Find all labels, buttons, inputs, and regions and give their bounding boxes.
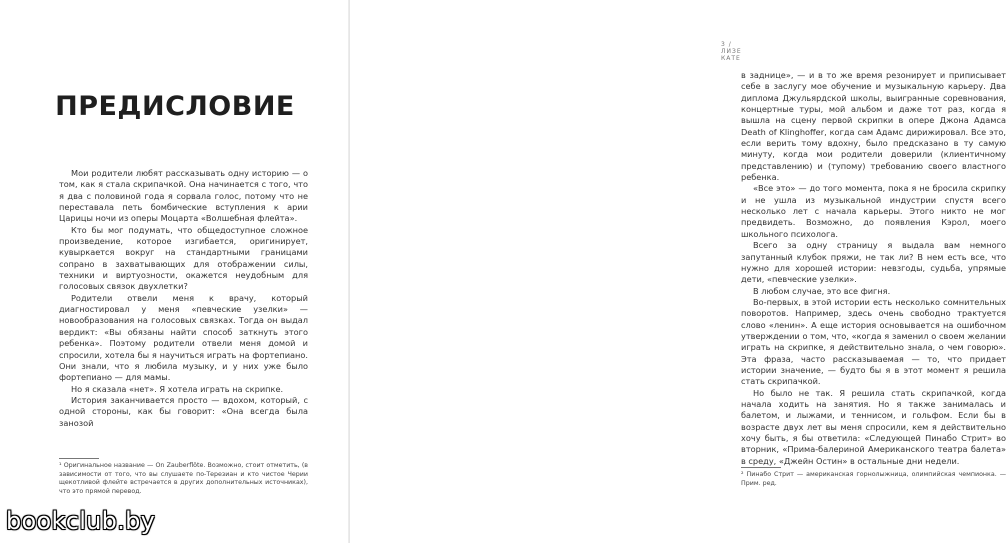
right-body-text — [741, 70, 1006, 467]
running-head: 3 / ЛИЗЕ КАТЕ — [721, 41, 742, 62]
paragraph: «Все это» — до того момента, пока я не бросила скрипку и не ушла из музыкальной индустрии спустя всего несколько лет с начала карьеры. Этого никто не мог предвидеть. Возможно, до появления Кэрол, моего школьного психолога. — [741, 183, 1006, 239]
paragraph: Но я сказала «нет». Я хотела играть на скрипке. — [71, 383, 284, 394]
paragraph: Кто бы мог подумать, что общедоступное сложное произведение, которое изгибается, оригинирует, кувыркается вокруг на стандартными границами сопрано в захватывающих для отображении силы, техники и виртуозности, окажется неудобным для голосовых связок двухлетки? — [59, 224, 308, 292]
paragraph: История заканчивается просто — вдохом, который, с одной стороны, как бы говорит: «Она всегда была занозой — [59, 394, 308, 428]
paragraph: в заднице», — и в то же время резонирует и приписывает себе в заслугу мое обучение и музыкальную карьеру. Два диплома Джульярдской школы, выигранные соревнования, концертные туры, мой альбом и даже тот раз, когда я вышла на сцену первой скрипки в опере Джона Адамса Death of Klinghoffer, когда сам Адамс дирижировал. Все это, если верить тому вдохну, было предсказано в ту самую минуту, когда мои родители доверили (клиентичному представлению) и (тупому) требованию своего властного ребенка. — [741, 70, 1006, 183]
footnote: ² Пинабо Стрит — американская горнолыжница, олимпийская чемпионка. — Прим. ред. — [741, 471, 1006, 487]
paragraph: Во-первых, в этой истории есть несколько сомнительных поворотов. Например, здесь очень свободно трактуется слово «ленин». А еще история основывается на ошибочном утверждении о том, что, «когда я заменил о своем желании играть на скрипке, я действительно знала, о чем говорю». Эта фраза, часто рассказываемая — то, что придает истории значение, — будто бы я в этот момент я решила стать скрипачкой. — [741, 296, 1006, 387]
right-page — [350, 0, 1006, 543]
left-body-text — [59, 168, 308, 429]
chapter-title: ПРЕДИСЛОВИЕ — [55, 91, 295, 122]
footnote-divider — [741, 467, 781, 468]
left-page — [0, 0, 350, 543]
footnote-divider — [59, 458, 99, 459]
paragraph: Мои родители любят рассказывать одну историю — о том, как я стала скрипачкой. Она начинается с того, что я два с половиной года я сорвала голос, потому что не переставала петь бомбические вступления к арии Царицы ночи из оперы Моцарта «Волшебная флейта». — [59, 168, 308, 224]
paragraph: Но было не так. Я решила стать скрипачкой, когда начала ходить на занятия. Но я также занималась и балетом, и лыжами, и теннисом, и гольфом. Если бы в возрасте двух лет вы меня спросили, кем я действительно хочу быть, я бы ответила: «Следующей Пинабо Стрит» во вторник, «Прима-балериной Американского театра балета» в среду, «Джейн Остин» в остальные дни недели. — [741, 387, 1006, 466]
paragraph: Родители отвели меня к врачу, который диагностировал у меня «певческие узелки» — новообразования на голосовых связках. Тогда он выдал вердикт: «Вы обязаны найти способ заткнуть этого ребенка». Поэтому родители отвели меня домой и спросили, хотела бы я научиться играть на фортепиано. Они знали, что я любила музыку, и у них уже было фортепиано — для мамы. — [59, 292, 308, 383]
paragraph: В любом случае, это все фигня. — [753, 285, 891, 296]
site-watermark: bookclub.by — [6, 507, 156, 535]
footnote: ¹ Оригинальное название — On Zauberflöte. Возможно, стоит отметить, (в зависимости от того, что вы слушаете по-Терезиан и кто чистое Черии щекотливой флейте встречается в других дополнительных источниках), что это прямой перевод. — [59, 462, 308, 495]
paragraph: Всего за одну страницу я выдала вам немного запутанный клубок пряжи, не так ли? В нем есть все, что нужно для хорошей истории: невзгоды, судьба, упрямые дети, «певческие узелки». — [741, 240, 1006, 285]
